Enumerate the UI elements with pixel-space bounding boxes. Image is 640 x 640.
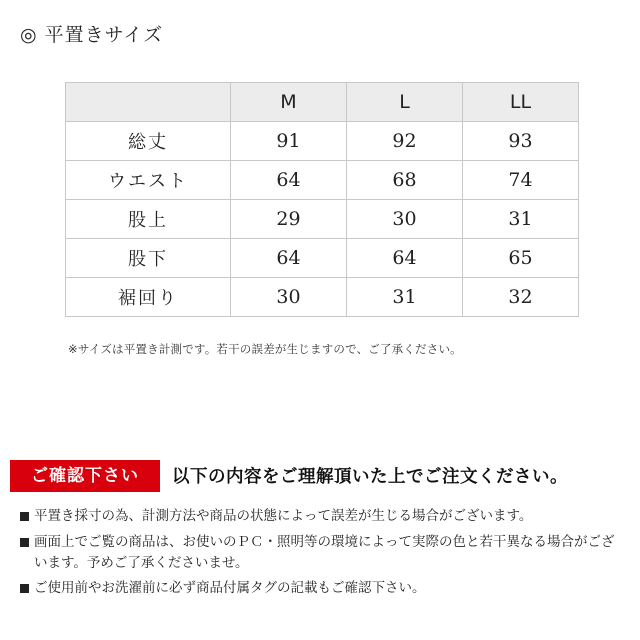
table-cell: 32 bbox=[463, 278, 579, 317]
table-cell: 64 bbox=[231, 161, 347, 200]
table-cell: 68 bbox=[347, 161, 463, 200]
square-bullet-icon bbox=[20, 538, 29, 547]
list-item bbox=[20, 532, 620, 574]
size-table bbox=[65, 82, 579, 317]
table-cell: 65 bbox=[463, 239, 579, 278]
notice-text: 画面上でご覧の商品は、お使いのＰＣ・照明等の環境によって実際の色と若干異なる場合がございます。予めご了承くださいませ。 bbox=[34, 534, 615, 571]
square-bullet-icon bbox=[20, 512, 29, 521]
size-header-row bbox=[66, 83, 579, 122]
size-header-m: M bbox=[231, 83, 347, 122]
table-row bbox=[66, 122, 579, 161]
table-row bbox=[66, 278, 579, 317]
table-cell: 31 bbox=[347, 278, 463, 317]
table-cell: 74 bbox=[463, 161, 579, 200]
size-header-ll: LL bbox=[463, 83, 579, 122]
size-header-l: L bbox=[347, 83, 463, 122]
table-row bbox=[66, 161, 579, 200]
table-cell: 64 bbox=[347, 239, 463, 278]
row-label: ウエスト bbox=[66, 161, 231, 200]
header-corner-cell bbox=[66, 83, 231, 122]
table-cell: 30 bbox=[347, 200, 463, 239]
table-cell: 30 bbox=[231, 278, 347, 317]
table-cell: 91 bbox=[231, 122, 347, 161]
table-cell: 92 bbox=[347, 122, 463, 161]
table-cell: 93 bbox=[463, 122, 579, 161]
square-bullet-icon bbox=[20, 584, 29, 593]
page-title: ◎ 平置きサイズ bbox=[20, 24, 164, 46]
notice-text: ご使用前やお洗濯前に必ず商品付属タグの記載もご確認下さい。 bbox=[34, 580, 426, 596]
measurement-note: ※サイズは平置き計測です。若干の誤差が生じますので、ご了承ください。 bbox=[68, 342, 462, 356]
list-item bbox=[20, 578, 620, 599]
row-label: 股上 bbox=[66, 200, 231, 239]
notice-list bbox=[20, 506, 620, 604]
notice-text: 平置き採寸の為、計測方法や商品の状態によって誤差が生じる場合がございます。 bbox=[34, 508, 533, 524]
table-cell: 31 bbox=[463, 200, 579, 239]
table-cell: 29 bbox=[231, 200, 347, 239]
table-row bbox=[66, 239, 579, 278]
confirm-badge: ご確認下さい bbox=[10, 460, 160, 492]
table-cell: 64 bbox=[231, 239, 347, 278]
row-label: 総丈 bbox=[66, 122, 231, 161]
list-item bbox=[20, 506, 620, 527]
row-label: 裾回り bbox=[66, 278, 231, 317]
row-label: 股下 bbox=[66, 239, 231, 278]
table-row bbox=[66, 200, 579, 239]
confirm-heading: 以下の内容をご理解頂いた上でご注文ください。 bbox=[172, 467, 568, 487]
